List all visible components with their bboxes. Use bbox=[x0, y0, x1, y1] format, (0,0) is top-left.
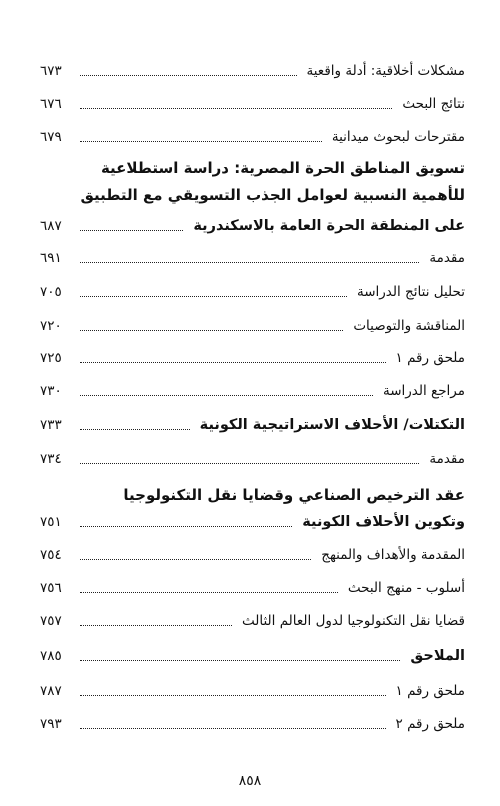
dot-leader bbox=[80, 526, 292, 527]
toc-entry-title: مقدمة bbox=[429, 451, 465, 467]
toc-entry[interactable] bbox=[40, 91, 465, 115]
dot-leader bbox=[80, 362, 386, 363]
dot-leader bbox=[80, 296, 347, 297]
section-heading-line: عقد الترخيص الصناعي وقضايا نقل التكنولوجيا bbox=[123, 486, 465, 504]
toc-entry-page-number: ٦٨٧ bbox=[40, 218, 62, 234]
toc-entry[interactable] bbox=[40, 711, 465, 735]
toc-section-entry[interactable] bbox=[40, 213, 465, 237]
toc-entry-page-number: ٧٨٥ bbox=[40, 648, 62, 664]
dot-leader bbox=[80, 625, 232, 626]
toc-entry-title: وتكوين الأحلاف الكونية bbox=[302, 514, 465, 530]
toc-entry-page-number: ٧٣٣ bbox=[40, 417, 62, 433]
toc-entry-title: مقترحات لبحوث ميدانية bbox=[331, 129, 465, 145]
toc-entry-page-number: ٧٩٣ bbox=[40, 716, 62, 732]
toc-entry-page-number: ٧٣٠ bbox=[40, 383, 62, 399]
dot-leader bbox=[80, 395, 373, 396]
toc-entry-page-number: ٦٧٣ bbox=[40, 63, 62, 79]
dot-leader bbox=[80, 108, 392, 109]
toc-entry-page-number: ٧٨٧ bbox=[40, 683, 62, 699]
toc-entry-title: التكتلات/ الأحلاف الاستراتيجية الكونية bbox=[199, 417, 465, 433]
toc-entry-page-number: ٧٥٧ bbox=[40, 613, 62, 629]
toc-entry[interactable] bbox=[40, 542, 465, 566]
toc-entry-page-number: ٦٧٩ bbox=[40, 129, 62, 145]
toc-section-entry[interactable] bbox=[40, 643, 465, 667]
toc-entry-page-number: ٧٣٤ bbox=[40, 451, 62, 467]
section-heading-line: تسويق المناطق الحرة المصرية: دراسة استطلاعية bbox=[100, 159, 465, 177]
page-number: ٨٥٨ bbox=[238, 773, 262, 789]
toc-entry-page-number: ٦٧٦ bbox=[40, 96, 62, 112]
toc-entry[interactable] bbox=[40, 378, 465, 402]
toc-entry[interactable] bbox=[40, 245, 465, 269]
toc-entry-title: المقدمة والأهداف والمنهج bbox=[321, 547, 465, 563]
toc-entry-page-number: ٧٥١ bbox=[40, 514, 62, 530]
toc-entry[interactable] bbox=[40, 58, 465, 82]
section-heading-line: للأهمية النسبية لعوامل الجذب التسويقي مع التطبيق bbox=[80, 186, 465, 204]
toc-entry-title: المناقشة والتوصيات bbox=[353, 318, 465, 334]
dot-leader bbox=[80, 330, 343, 331]
toc-entry-title: ملحق رقم ١ bbox=[395, 683, 465, 699]
dot-leader bbox=[80, 695, 386, 696]
toc-entry-title: ملحق رقم ١ bbox=[395, 350, 465, 366]
toc-entry-title: الملاحق bbox=[410, 648, 465, 664]
toc-entry[interactable] bbox=[40, 124, 465, 148]
toc-entry-title: ملحق رقم ٢ bbox=[395, 716, 465, 732]
toc-entry-title: مقدمة bbox=[429, 250, 465, 266]
dot-leader bbox=[80, 230, 183, 231]
toc-entry[interactable] bbox=[40, 313, 465, 337]
toc-entry[interactable] bbox=[40, 575, 465, 599]
dot-leader bbox=[80, 262, 419, 263]
toc-entry-page-number: ٧٢٠ bbox=[40, 318, 62, 334]
toc-entry[interactable] bbox=[40, 608, 465, 632]
toc-entry-page-number: ٧٥٤ bbox=[40, 547, 62, 563]
toc-entry-page-number: ٧٢٥ bbox=[40, 350, 62, 366]
dot-leader bbox=[80, 429, 190, 430]
toc-section-entry[interactable] bbox=[40, 412, 465, 436]
toc-entry-page-number: ٧٠٥ bbox=[40, 284, 62, 300]
dot-leader bbox=[80, 463, 419, 464]
dot-leader bbox=[80, 559, 311, 560]
toc-entry-title: قضايا نقل التكنولوجيا لدول العالم الثالث bbox=[241, 613, 465, 629]
dot-leader bbox=[80, 592, 338, 593]
toc-entry-title: مشكلات أخلاقية: أدلة واقعية bbox=[306, 63, 465, 79]
toc-entry-page-number: ٧٥٦ bbox=[40, 580, 62, 596]
toc-entry-title: تحليل نتائج الدراسة bbox=[356, 284, 465, 300]
toc-entry[interactable] bbox=[40, 446, 465, 470]
dot-leader bbox=[80, 728, 386, 729]
toc-entry-title: نتائج البحث bbox=[402, 96, 465, 112]
toc-entry[interactable] bbox=[40, 678, 465, 702]
toc-section-entry[interactable] bbox=[40, 509, 465, 533]
toc-entry[interactable] bbox=[40, 279, 465, 303]
toc-entry-title: مراجع الدراسة bbox=[382, 383, 465, 399]
toc-entry[interactable] bbox=[40, 345, 465, 369]
dot-leader bbox=[80, 660, 400, 661]
toc-entry-title: أسلوب - منهج البحث bbox=[347, 580, 465, 596]
toc-entry-title: على المنطقة الحرة العامة بالاسكندرية bbox=[193, 218, 465, 234]
toc-entry-page-number: ٦٩١ bbox=[40, 250, 62, 266]
dot-leader bbox=[80, 75, 297, 76]
dot-leader bbox=[80, 141, 322, 142]
